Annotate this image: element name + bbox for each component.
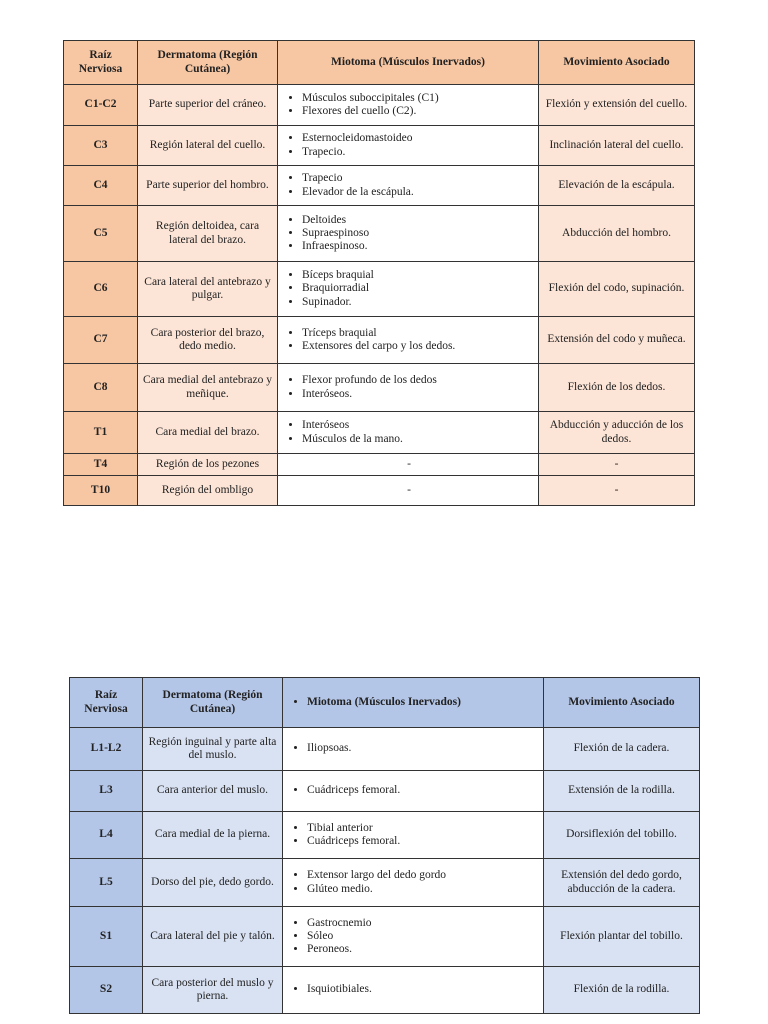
table-row	[70, 771, 700, 812]
dermatome-cell: Región lateral del cuello.	[138, 126, 278, 166]
lumbar-sacral-table	[69, 677, 700, 1014]
dermatome-cell: Cara posterior del muslo y pierna.	[143, 967, 283, 1014]
dermatome-cell: Parte superior del hombro.	[138, 166, 278, 206]
header-myotome-label: • Miotoma (Músculos Inervados)	[307, 696, 461, 709]
nerve-root-cell: C6	[64, 262, 138, 317]
dermatome-cell: Cara lateral del pie y talón.	[143, 907, 283, 967]
table-row	[64, 476, 695, 506]
myotome-cell	[283, 771, 544, 812]
myotome-cell	[278, 206, 539, 262]
muscle-list	[284, 132, 534, 158]
table-row	[64, 85, 695, 126]
dermatome-cell: Región de los pezones	[138, 454, 278, 476]
muscle-item: • Cuádriceps femoral.	[307, 835, 539, 848]
myotome-cell	[283, 812, 544, 859]
nerve-root-cell: T10	[64, 476, 138, 506]
muscle-item: • Glúteo medio.	[307, 883, 539, 896]
muscle-item: • Gastrocnemio	[307, 917, 539, 930]
movement-cell: Extensión de la rodilla.	[544, 771, 700, 812]
myotome-cell: -	[278, 454, 539, 476]
table-row	[64, 126, 695, 166]
movement-cell: -	[539, 454, 695, 476]
muscle-item: • Supraespinoso	[302, 227, 534, 240]
cervical-thoracic-table	[63, 40, 695, 506]
nerve-root-cell: L4	[70, 812, 143, 859]
header-root: Raíz Nerviosa	[70, 678, 143, 728]
movement-cell: Extensión del dedo gordo, abducción de la cadera.	[544, 859, 700, 907]
movement-cell: Abducción del hombro.	[539, 206, 695, 262]
header-movement: Movimiento Asociado	[544, 678, 700, 728]
dermatome-cell: Cara anterior del muslo.	[143, 771, 283, 812]
muscle-item: • Tríceps braquial	[302, 327, 534, 340]
movement-cell: Flexión y extensión del cuello.	[539, 85, 695, 126]
myotome-cell	[278, 317, 539, 364]
muscle-list	[289, 983, 539, 996]
nerve-root-cell: C5	[64, 206, 138, 262]
dermatome-cell: Cara medial de la pierna.	[143, 812, 283, 859]
muscle-item: • Tibial anterior	[307, 822, 539, 835]
muscle-item: • Interóseos.	[302, 388, 534, 401]
muscle-list	[289, 917, 539, 957]
muscle-list	[284, 172, 534, 198]
dermatome-cell: Cara medial del antebrazo y meñique.	[138, 364, 278, 412]
table-row	[64, 317, 695, 364]
nerve-root-cell: L5	[70, 859, 143, 907]
muscle-list	[284, 214, 534, 254]
table-body	[70, 728, 700, 1014]
nerve-root-cell: L3	[70, 771, 143, 812]
table-row	[64, 454, 695, 476]
dermatome-cell: Cara medial del brazo.	[138, 412, 278, 454]
myotome-cell: -	[278, 476, 539, 506]
muscle-item: • Iliopsoas.	[307, 742, 539, 755]
dermatome-cell: Cara posterior del brazo, dedo medio.	[138, 317, 278, 364]
movement-cell: -	[539, 476, 695, 506]
muscle-item: • Bíceps braquial	[302, 269, 534, 282]
movement-cell: Elevación de la escápula.	[539, 166, 695, 206]
nerve-root-cell: C8	[64, 364, 138, 412]
muscle-item: • Supinador.	[302, 296, 534, 309]
nerve-root-cell: T1	[64, 412, 138, 454]
table-row	[70, 859, 700, 907]
muscle-item: • Flexores del cuello (C2).	[302, 105, 534, 118]
myotome-cell	[283, 728, 544, 771]
header-root: Raíz Nerviosa	[64, 41, 138, 85]
nerve-root-cell: T4	[64, 454, 138, 476]
table-header-row	[70, 678, 700, 728]
myotome-cell	[283, 967, 544, 1014]
muscle-list	[289, 869, 539, 895]
table-row	[70, 812, 700, 859]
dermatome-cell: Región del ombligo	[138, 476, 278, 506]
nerve-root-cell: C3	[64, 126, 138, 166]
dermatome-cell: Dorso del pie, dedo gordo.	[143, 859, 283, 907]
muscle-item: • Infraespinoso.	[302, 240, 534, 253]
myotome-cell	[278, 126, 539, 166]
nerve-root-cell: S2	[70, 967, 143, 1014]
table-body	[64, 85, 695, 506]
myotome-cell	[278, 262, 539, 317]
muscle-item: • Flexor profundo de los dedos	[302, 374, 534, 387]
muscle-list	[289, 742, 539, 755]
table-row	[70, 728, 700, 771]
movement-cell: Flexión de los dedos.	[539, 364, 695, 412]
header-myotome	[283, 678, 544, 728]
movement-cell: Dorsiflexión del tobillo.	[544, 812, 700, 859]
table-row	[64, 262, 695, 317]
nerve-root-cell: L1-L2	[70, 728, 143, 771]
nerve-root-cell: C1-C2	[64, 85, 138, 126]
movement-cell: Flexión del codo, supinación.	[539, 262, 695, 317]
muscle-list	[289, 822, 539, 848]
muscle-item: • Interóseos	[302, 419, 534, 432]
muscle-item: • Sóleo	[307, 930, 539, 943]
movement-cell: Abducción y aducción de los dedos.	[539, 412, 695, 454]
table-row	[64, 206, 695, 262]
table-header-row	[64, 41, 695, 85]
table-row	[70, 907, 700, 967]
myotome-cell	[278, 364, 539, 412]
movement-cell: Flexión de la rodilla.	[544, 967, 700, 1014]
movement-cell: Extensión del codo y muñeca.	[539, 317, 695, 364]
muscle-item: • Trapecio	[302, 172, 534, 185]
dermatome-cell: Parte superior del cráneo.	[138, 85, 278, 126]
movement-cell: Inclinación lateral del cuello.	[539, 126, 695, 166]
muscle-item: • Extensores del carpo y los dedos.	[302, 340, 534, 353]
muscle-item: • Deltoides	[302, 214, 534, 227]
muscle-item: • Trapecio.	[302, 146, 534, 159]
muscle-item: • Braquiorradial	[302, 282, 534, 295]
header-myotome: Miotoma (Músculos Inervados)	[278, 41, 539, 85]
dermatome-cell: Región deltoidea, cara lateral del brazo.	[138, 206, 278, 262]
myotome-cell	[278, 166, 539, 206]
movement-cell: Flexión de la cadera.	[544, 728, 700, 771]
table-row	[64, 412, 695, 454]
dermatome-cell: Cara lateral del antebrazo y pulgar.	[138, 262, 278, 317]
dermatome-cell: Región inguinal y parte alta del muslo.	[143, 728, 283, 771]
table-row	[70, 967, 700, 1014]
muscle-item: • Peroneos.	[307, 943, 539, 956]
muscle-item: • Isquiotibiales.	[307, 983, 539, 996]
movement-cell: Flexión plantar del tobillo.	[544, 907, 700, 967]
nerve-root-cell: C7	[64, 317, 138, 364]
muscle-item: • Extensor largo del dedo gordo	[307, 869, 539, 882]
header-dermatome: Dermatoma (Región Cutánea)	[143, 678, 283, 728]
nerve-root-cell: S1	[70, 907, 143, 967]
muscle-list	[289, 784, 539, 797]
myotome-cell	[283, 859, 544, 907]
muscle-list	[284, 327, 534, 353]
table-row	[64, 364, 695, 412]
header-movement: Movimiento Asociado	[539, 41, 695, 85]
header-dermatome: Dermatoma (Región Cutánea)	[138, 41, 278, 85]
myotome-cell	[283, 907, 544, 967]
muscle-item: • Elevador de la escápula.	[302, 186, 534, 199]
muscle-list	[284, 419, 534, 445]
muscle-list	[284, 92, 534, 118]
muscle-item: • Esternocleidomastoideo	[302, 132, 534, 145]
muscle-list	[284, 374, 534, 400]
myotome-cell	[278, 412, 539, 454]
table-row	[64, 166, 695, 206]
muscle-item: • Cuádriceps femoral.	[307, 784, 539, 797]
nerve-root-cell: C4	[64, 166, 138, 206]
muscle-list	[284, 269, 534, 309]
muscle-item: • Músculos suboccipitales (C1)	[302, 92, 534, 105]
muscle-item: • Músculos de la mano.	[302, 433, 534, 446]
myotome-cell	[278, 85, 539, 126]
